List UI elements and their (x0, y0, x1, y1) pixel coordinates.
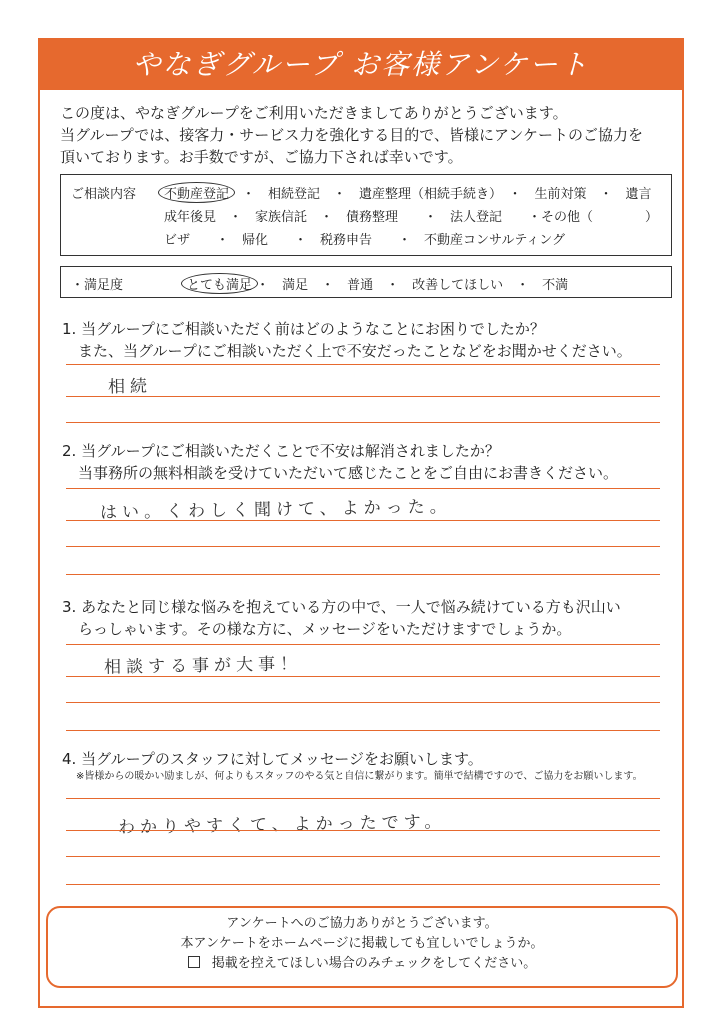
answer-line (66, 856, 660, 857)
consultation-options-row1 (164, 183, 652, 202)
question-2-line2: 当事務所の無料相談を受けていただいて感じたことをご自由にお書きください。 (78, 464, 619, 482)
intro-line: 当グループでは、接客力・サービス力を強化する目的で、皆様にアンケートのご協力を (60, 126, 644, 144)
question-4-line1: 4. 当グループのスタッフに対してメッセージをお願いします。 (62, 750, 483, 768)
satisfaction-options (187, 274, 568, 293)
answer-line (66, 488, 660, 489)
answer-1-handwritten: 相続 (107, 376, 153, 398)
consultation-row1-text: ・ 相続登記 ・ 遺産整理（相続手続き） ・ 生前対策 ・ 遺言 (229, 187, 652, 202)
answer-line (66, 702, 660, 703)
no-publish-checkbox[interactable] (188, 956, 200, 968)
answer-line (66, 422, 660, 423)
intro-line: 頂いております。お手数ですが、ご協力下されば幸いです。 (60, 148, 463, 166)
answer-line (66, 798, 660, 799)
consultation-options-row2[interactable]: 成年後見 ・ 家族信託 ・ 債務整理 ・ 法人登記 ・その他（ ） (164, 210, 659, 225)
answer-2-handwritten: はい。くわしく聞けて、よかった。 (99, 496, 452, 524)
intro-text (60, 102, 670, 168)
consultation-selected: 不動産登記 (164, 187, 230, 202)
question-1 (62, 318, 672, 362)
question-3-line2: らっしゃいます。その様な方に、メッセージをいただけますでしょうか。 (78, 620, 572, 638)
footer-permission-question: 本アンケートをホームページに掲載しても宜しいでしょうか。 (180, 936, 544, 951)
satisfaction-box (60, 266, 672, 298)
satisfaction-other-options[interactable]: ・ 満足 ・ 普通 ・ 改善してほしい ・ 不満 (256, 278, 569, 293)
intro-line: この度は、やなぎグループをご利用いただきましてありがとうございます。 (60, 104, 568, 122)
footer-checkbox-row (48, 954, 676, 974)
question-2-line1: 2. 当グループにご相談いただくことで不安は解消されましたか？ (62, 442, 500, 460)
question-1-line2: また、当グループにご相談いただく上で不安だったことなどをお聞かせください。 (78, 342, 632, 360)
answer-line (66, 884, 660, 885)
answer-line (66, 520, 660, 521)
selected-option-circle[interactable] (158, 182, 235, 203)
satisfaction-label: ・満足度 (71, 278, 124, 293)
answer-line (66, 546, 660, 547)
consultation-label: ご相談内容 (71, 187, 137, 202)
question-1-line1: 1. 当グループにご相談いただく前はどのようなことにお困りでしたか？ (62, 320, 545, 338)
survey-title: やなぎグループ お客様アンケート (40, 40, 682, 90)
consultation-options-row3[interactable]: ビザ ・ 帰化 ・ 税務申告 ・ 不動産コンサルティング (164, 233, 566, 248)
satisfaction-selected: とても満足 (187, 278, 253, 293)
question-3-line1: 3. あなたと同じ様な悩みを抱えている方の中で、一人で悩み続けている方も沢山い (62, 598, 621, 616)
satisfaction-selected-circle[interactable] (181, 273, 258, 294)
answer-line (66, 830, 660, 831)
question-2 (62, 440, 672, 484)
answer-line (66, 644, 660, 645)
question-4 (62, 748, 672, 784)
answer-line (66, 730, 660, 731)
question-3 (62, 596, 672, 640)
footer-thanks: アンケートへのご協力ありがとうございます。 (226, 916, 498, 931)
answer-line (66, 676, 660, 677)
answer-line (66, 574, 660, 575)
answer-3-handwritten: 相談する事が大事！ (103, 654, 303, 678)
answer-line (66, 364, 660, 365)
question-4-note: ※皆様からの暖かい励ましが、何よりもスタッフのやる気と自信に繋がります。簡単で結構ですので、ご協力をお願いします。 (76, 771, 643, 782)
consultation-box (60, 174, 672, 256)
answer-line (66, 396, 660, 397)
footer-box (46, 906, 678, 988)
answer-4-handwritten: わかりやすくて、よかったです。 (117, 812, 447, 838)
footer-checkbox-label: 掲載を控えてほしい場合のみチェックをしてください。 (211, 956, 537, 971)
